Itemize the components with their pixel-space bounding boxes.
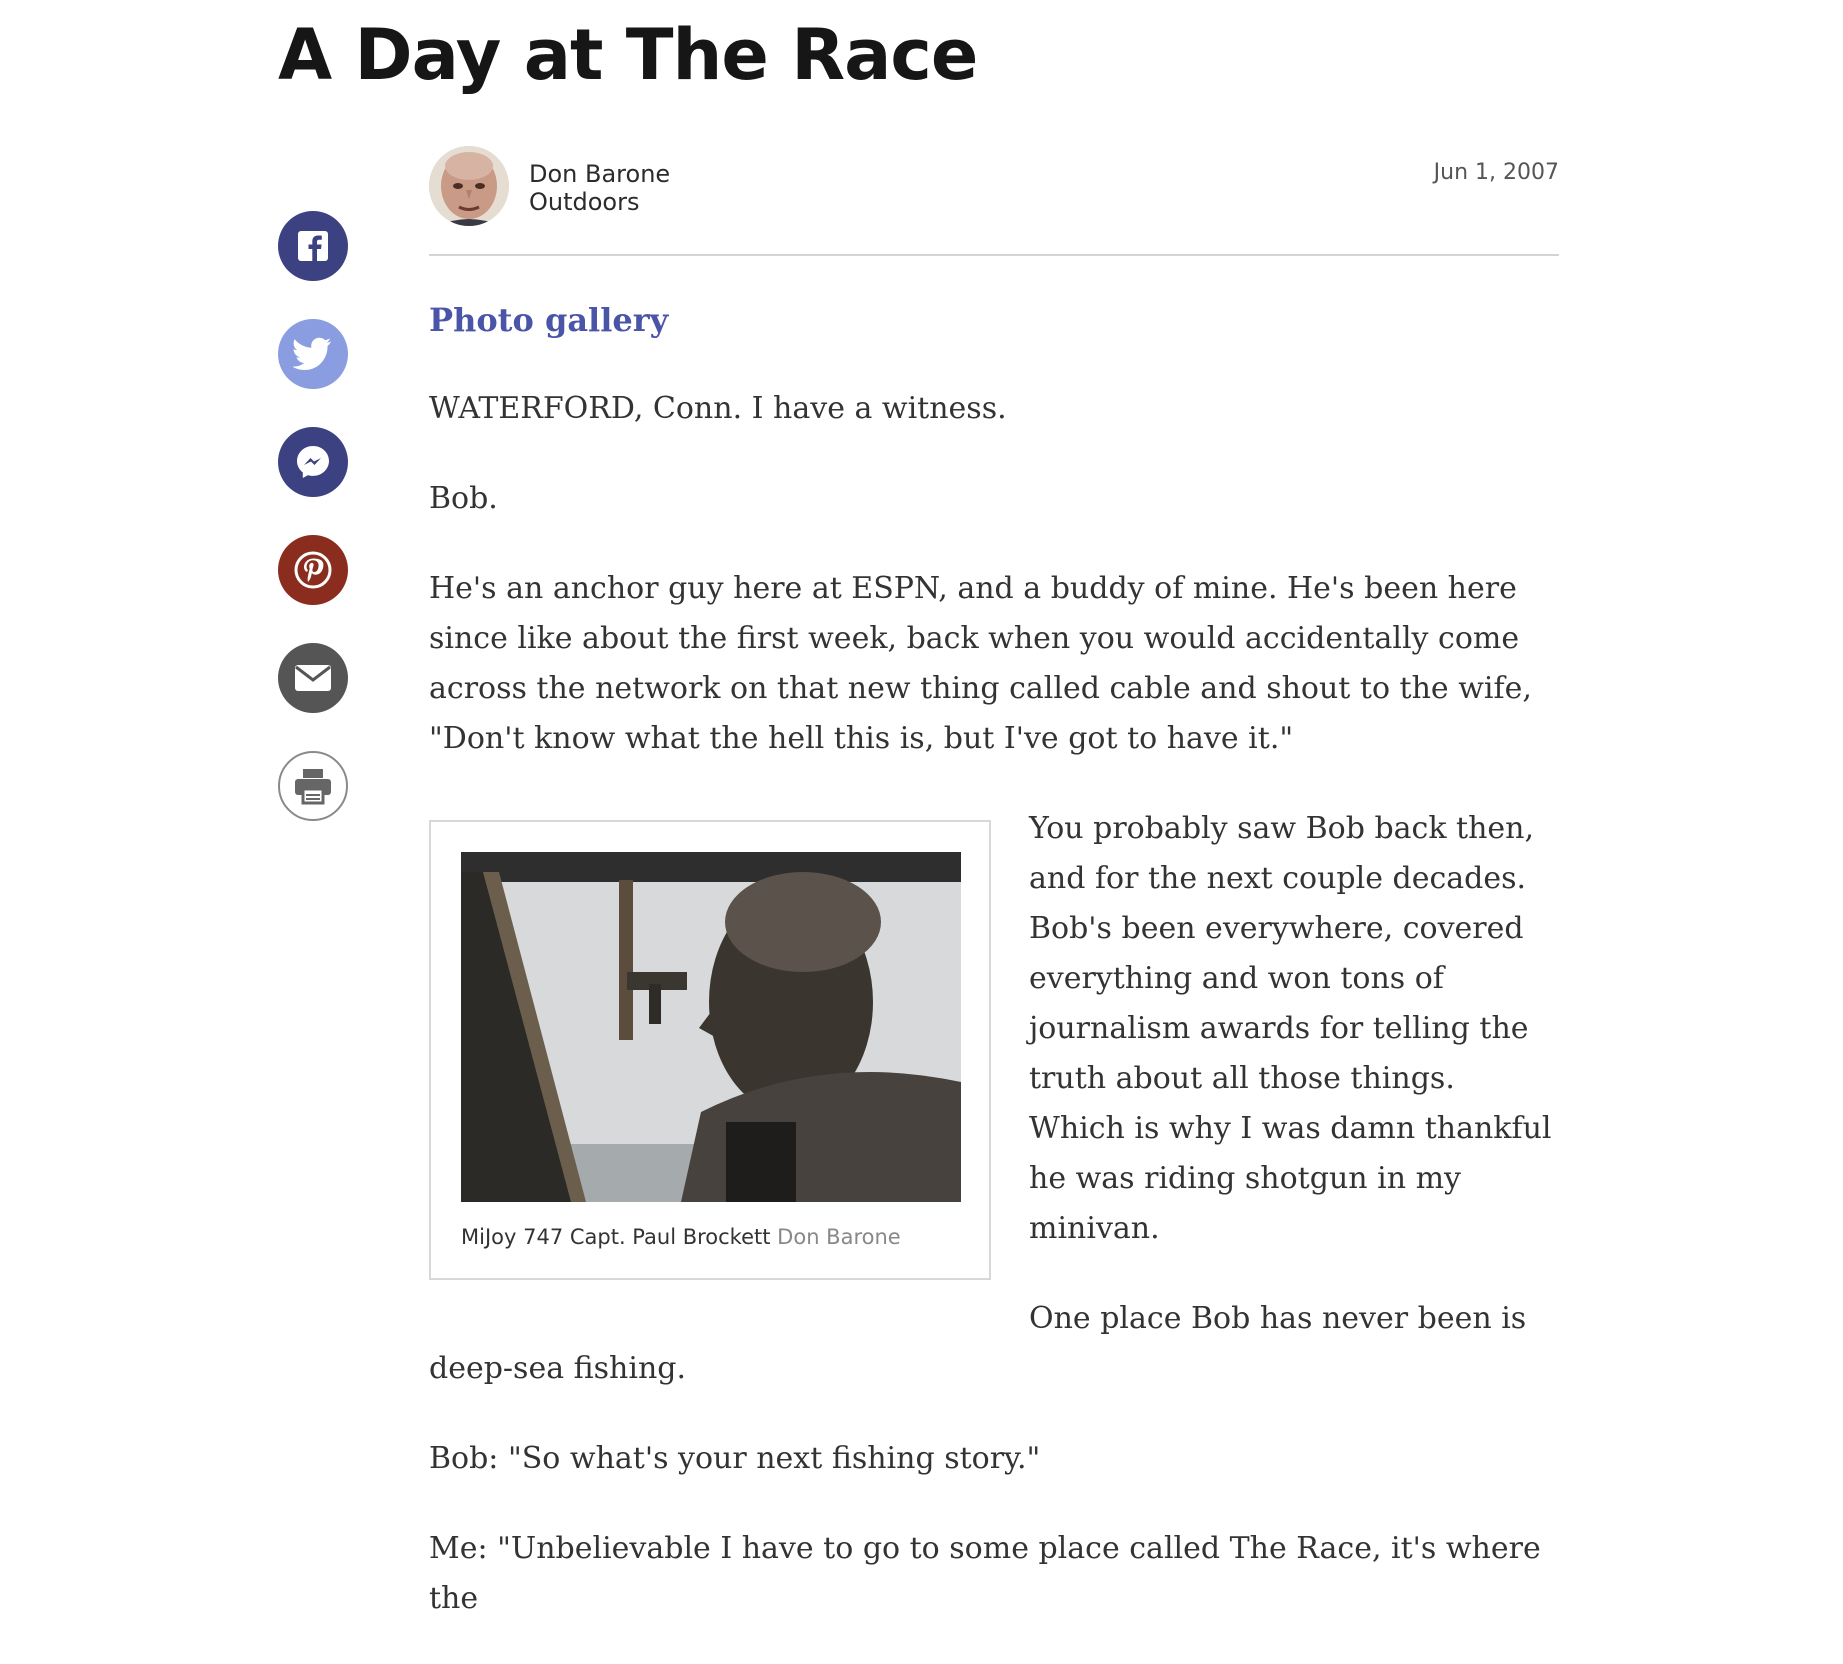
article-body [429, 290, 1559, 1664]
share-bar [278, 211, 352, 859]
twitter-share-button[interactable] [278, 319, 348, 389]
photo-credit: Don Barone [777, 1225, 901, 1249]
messenger-share-button[interactable] [278, 427, 348, 497]
email-share-button[interactable] [278, 643, 348, 713]
author-avatar[interactable] [429, 146, 509, 226]
author-name[interactable]: Don Barone [529, 160, 671, 188]
facebook-icon [296, 229, 330, 263]
paragraph: Bob. [429, 481, 498, 516]
author-section[interactable]: Outdoors [529, 188, 640, 216]
print-button[interactable] [278, 751, 348, 821]
byline [429, 146, 1559, 256]
paragraph: Bob: "So what's your next fishing story." [429, 1441, 1041, 1476]
page-title: A Day at The Race [278, 14, 978, 96]
publish-date: Jun 1, 2007 [1433, 160, 1559, 185]
paragraph: You probably saw Bob back then, and for the next couple decades. Bob's been everywhere, covered everything and won tons of journalism awards for telling the truth about all those things. Which is why I was damn thankful he was riding shotgun in my minivan. [1029, 811, 1552, 1246]
captain-photo[interactable] [461, 852, 961, 1202]
article-figure [429, 820, 991, 1280]
paragraph: Me: "Unbelievable I have to go to some place called The Race, it's where the [429, 1531, 1541, 1616]
figure-caption [461, 1222, 959, 1252]
messenger-icon [294, 443, 332, 481]
email-icon [294, 664, 332, 692]
paragraph: WATERFORD, Conn. I have a witness. [429, 391, 1007, 426]
facebook-share-button[interactable] [278, 211, 348, 281]
pinterest-share-button[interactable] [278, 535, 348, 605]
paragraph: He's an anchor guy here at ESPN, and a buddy of mine. He's been here since like about the first week, back when you would accidentally come across the network on that new thing called cable and shout to the wife, "Don't know what the hell this is, but I've got to have it." [429, 571, 1532, 756]
pinterest-icon [293, 550, 333, 590]
paragraph: One place Bob has never been is deep-sea fishing. [429, 1301, 1527, 1386]
caption-text: MiJoy 747 Capt. Paul Brockett [461, 1225, 771, 1249]
print-icon [293, 767, 333, 805]
photo-gallery-link[interactable]: Photo gallery [429, 301, 669, 339]
twitter-icon [293, 337, 333, 371]
